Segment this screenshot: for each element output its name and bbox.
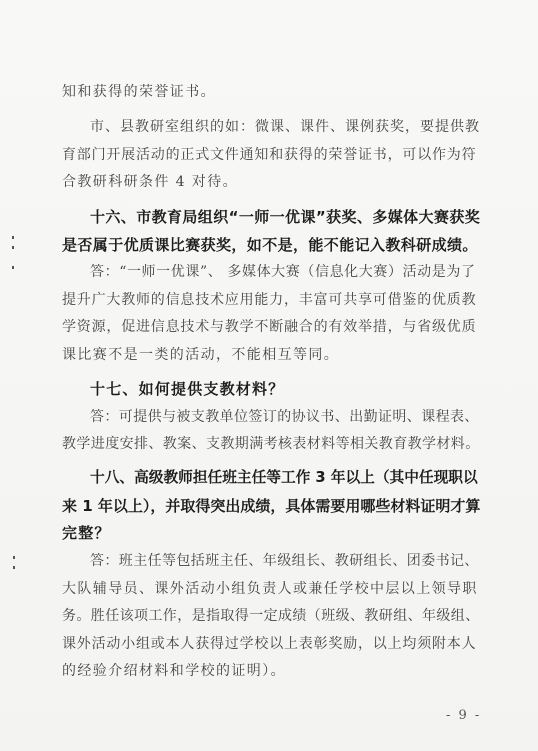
answer-text-line: 学资源，促进信息技术与教学不断融合的有效举措，与省级优质 [62, 319, 477, 335]
question-heading: 完整？ [62, 524, 111, 542]
page-number: - 9 - [446, 708, 482, 723]
answer-text-line: 务。胜任该项工作，是指取得一定成绩（班级、教研组、年级组、 [62, 608, 480, 624]
answer-text-line: 课比赛不是一类的活动，不能相互等同。 [62, 347, 340, 363]
answer-text-line: 的经验介绍材料和学校的证明）。 [62, 663, 286, 679]
body-text-line: 市、县教研室组织的如：微课、课件、课例获奖，要提供教 [90, 119, 480, 135]
answer-text-line: 提升广大教师的信息技术应用能力，丰富可共享可借鉴的优质教 [62, 292, 477, 308]
body-text-line: 合教研科研条件 4 对待。 [62, 174, 239, 190]
binding-mark [12, 266, 14, 269]
question-heading: 是否属于优质课比赛获奖，如不是，能不能记入教科研成绩。 [62, 236, 478, 254]
answer-text-line: 教学进度安排、教案、支教期满考核表材料等相关教育教学材料。 [62, 436, 480, 452]
body-text-line: 育部门开展活动的正式文件通知和获得的荣誉证书，可以作为符 [62, 147, 477, 163]
question-heading: 十七、如何提供支教材料？ [90, 380, 285, 398]
question-heading: 来 1 年以上），并取得突出成绩，具体需要用哪些材料证明才算 [62, 497, 481, 515]
answer-text-line: 答：“一师一优课”、 多媒体大赛（信息化大赛）活动是为了 [90, 264, 476, 280]
answer-text-line: 大队辅导员、课外活动小组负责人或兼任学校中层以上领导职 [62, 581, 478, 597]
binding-mark [13, 556, 15, 559]
question-heading: 十八、高级教师担任班主任等工作 3 年以上（其中任现职以 [90, 469, 478, 486]
binding-mark [12, 246, 14, 249]
body-text-line: 知和获得的荣誉证书。 [62, 84, 216, 100]
binding-mark [13, 566, 15, 569]
question-heading: 十六、市教育局组织“一师一优课”获奖、多媒体大赛获奖 [90, 208, 481, 226]
answer-text-line: 答：可提供与被支教单位签订的协议书、出勤证明、课程表、 [90, 409, 479, 425]
answer-text-line: 答：班主任等包括班主任、年级组长、教研组长、团委书记、 [90, 553, 479, 569]
binding-mark [12, 236, 14, 239]
answer-text-line: 课外活动小组或本人获得过学校以上表彰奖励，以上均须附本人 [62, 636, 477, 652]
